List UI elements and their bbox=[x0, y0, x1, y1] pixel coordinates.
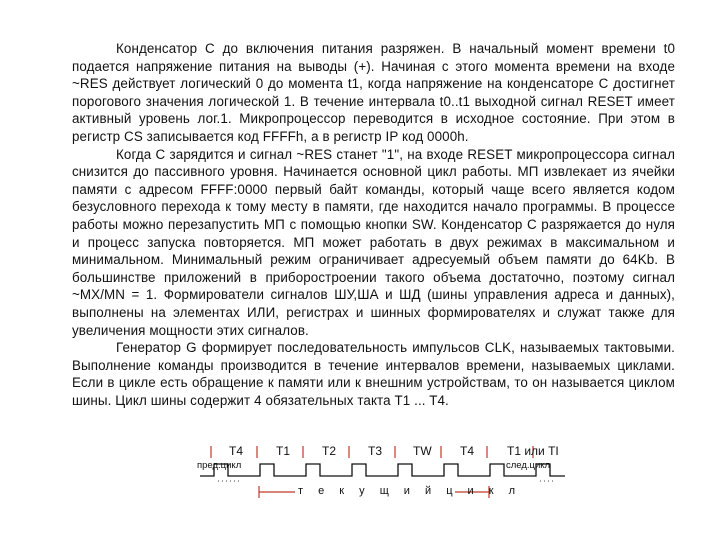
next-cycle-label: след.цикл bbox=[506, 460, 551, 471]
current-cycle-label: т е к у щ и й ц и к л bbox=[298, 485, 522, 497]
state-label-t1: T1 bbox=[276, 444, 291, 458]
state-label-t4: T4 bbox=[460, 444, 475, 458]
state-label-t4-prev: T4 bbox=[229, 444, 244, 458]
paragraph-3: Генератор G формирует последовательность импульсов CLK, называемых тактовыми. Выполнение команды производится в течение интервалов времени, называемых циклами. Если в цикле есть обращение к памяти или к внешним устройствам, то он называется циклом шины. Цикл шины содержит 4 обязательных такта T1 ... T4. bbox=[72, 340, 675, 408]
paragraph-2: Когда С зарядится и сигнал ~RES станет "1", на входе RESET микропроцессора сигнал снизится до пассивного уровня. Начинается основной цикл работы. МП извлекает из ячейки памяти с адресом FFFF:0000 первый байт команды, который чаще всего является кодом безусловного перехода к тому месту в памяти, где находится начало программы. В процессе работы можно перезапустить МП с помощью кнопки SW. Конденсатор С разряжается до нуля и процесс запуска повторяется. МП может работать в двух режимах в максимальном и минимальном. Минимальный режим ограничивает адресуемый объем памяти до 64Kb. В большинстве приложений в приборостроении такого объема достаточно, поэтому сигнал ~MX/MN = 1. Формирователи сигналов ШУ,ША и ШД (шины управления адреса и данных), выполнены на элементах ИЛИ, регистрах и шинных формирователях и служат также для увеличения мощности этих сигналов. bbox=[72, 146, 675, 338]
prev-cycle-label: пред.цикл bbox=[197, 460, 242, 471]
state-label-t3: T3 bbox=[368, 444, 383, 458]
state-label-t2: T2 bbox=[322, 444, 337, 458]
paragraph-1: Конденсатор С до включения питания разряжен. В начальный момент времени t0 подается напряжение питания на выводы (+). Начиная с этого момента времени на входе ~RES действует логический 0 до момента t1, когда напряжение на конденсаторе С достигнет порогового значения логической 1. В течение интервала t0..t1 выходной сигнал RESET имеет активный уровень лог.1. Микропроцессор переводится в исходное состояние. При этом в регистр CS записывается код FFFFh, а в регистр IP код 0000h. bbox=[72, 41, 675, 144]
state-label-t1-or-ti: T1 или TI bbox=[507, 444, 559, 458]
state-label-tw: TW bbox=[413, 444, 432, 458]
